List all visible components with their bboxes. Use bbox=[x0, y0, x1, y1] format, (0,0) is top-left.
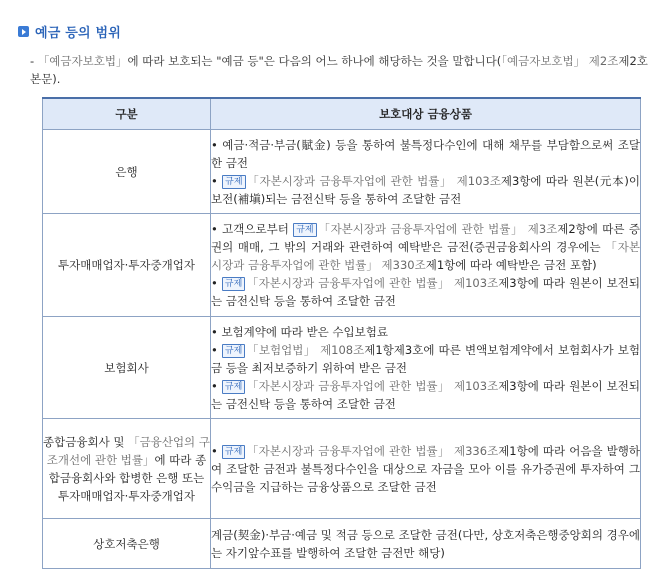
law-link[interactable]: 「보험업법」 제108조 bbox=[246, 342, 365, 357]
law-link[interactable]: 「자본시장과 금융투자업에 관한 법률」 제330조 bbox=[211, 240, 641, 272]
law-link[interactable]: 「자본시장과 금융투자업에 관한 법률」 제336조 bbox=[246, 443, 499, 458]
table-row bbox=[43, 419, 641, 519]
category-cell: 종합금융회사 및 「금융산업의 구조개선에 관한 법률」에 따라 종합금융회사와 합병한 은행 또는 투자매매업자·투자중개업자 bbox=[43, 419, 211, 519]
regulation-tag[interactable]: 규제 bbox=[222, 445, 245, 459]
list-item: • 규제 「자본시장과 금융투자업에 관한 법률」 제336조제1항에 따라 어음을 발행하여 조달한 금전과 불특정다수인을 대상으로 자금을 모아 이를 유가증권에 투자하여 그 수익금을 지급하는 금융상품으로 조달한 금전 bbox=[211, 442, 640, 496]
category-cell: 보험회사 bbox=[43, 317, 211, 419]
category-cell: 투자매매업자·투자중개업자 bbox=[43, 214, 211, 317]
law-link-article-2[interactable]: 「예금자보호법」 제2조 bbox=[501, 54, 619, 68]
law-link-deposit-protection-act[interactable]: 「예금자보호법」 bbox=[37, 54, 128, 68]
list-item: • 규제 「자본시장과 금융투자업에 관한 법률」 제103조제3항에 따라 원본이 보전되는 금전신탁 등을 통하여 조달한 금전 bbox=[211, 274, 640, 310]
header-category: 구분 bbox=[43, 98, 211, 130]
regulation-tag[interactable]: 규제 bbox=[222, 277, 245, 291]
regulation-tag[interactable]: 규제 bbox=[222, 380, 245, 394]
section-heading bbox=[18, 22, 121, 41]
law-link[interactable]: 「자본시장과 금융투자업에 관한 법률」 제103조 bbox=[246, 378, 499, 393]
list-item: • 규제 「자본시장과 금융투자업에 관한 법률」 제103조제3항에 따라 원본이 보전되는 금전신탁 등을 통하여 조달한 금전 bbox=[211, 377, 640, 413]
intro-text: 에 따라 보호되는 "예금 등"은 다음의 어느 하나에 해당하는 것을 말합니다( bbox=[127, 54, 502, 68]
table-row bbox=[43, 317, 641, 419]
intro-paragraph bbox=[30, 52, 656, 88]
category-cell: 상호저축은행 bbox=[43, 519, 211, 569]
list-item: • 규제 「보험업법」 제108조제1항제3호에 따른 변액보험계약에서 보험회사가 보험금 등을 최저보증하기 위하여 받은 금전 bbox=[211, 341, 640, 377]
header-products: 보호대상 금융상품 bbox=[211, 98, 641, 130]
list-item: • 예금·적금·부금(賦金) 등을 통하여 불특정다수인에 대해 채무를 부담함으로써 조달한 금전 bbox=[211, 136, 640, 172]
play-arrow-icon bbox=[18, 26, 29, 37]
intro-text-end: 제2호 본문). bbox=[30, 54, 648, 86]
products-cell: 계금(契金)·부금·예금 및 적금 등으로 조달한 금전(다만, 상호저축은행중앙회의 경우에는 자기앞수표를 발행하여 조달한 금전만 해당) bbox=[211, 519, 641, 569]
regulation-tag[interactable]: 규제 bbox=[222, 344, 245, 358]
law-link[interactable]: 「금융산업의 구조개선에 관한 법률」 bbox=[46, 434, 210, 467]
law-link[interactable]: 「자본시장과 금융투자업에 관한 법률」 제103조 bbox=[246, 173, 501, 188]
regulation-tag[interactable]: 규제 bbox=[222, 175, 245, 189]
law-link[interactable]: 「자본시장과 금융투자업에 관한 법률」 제3조 bbox=[317, 222, 558, 236]
protected-products-table bbox=[42, 97, 641, 569]
intro-dash: - bbox=[30, 54, 38, 68]
list-item: • 보험계약에 따라 받은 수입보험료 bbox=[211, 323, 640, 341]
products-cell bbox=[211, 214, 641, 317]
regulation-tag[interactable]: 규제 bbox=[293, 223, 316, 237]
products-cell bbox=[211, 317, 641, 419]
products-cell bbox=[211, 130, 641, 214]
table-row bbox=[43, 130, 641, 214]
list-item: • 고객으로부터 규제 「자본시장과 금융투자업에 관한 법률」 제3조제2항에 따른 증권의 매매, 그 밖의 거래와 관련하여 예탁받은 금전(증권금융회사의 경우에는 「자본시장과 금융투자업에 관한 법률」 제330조제1항에 따라 예탁받은 금전 포함) bbox=[211, 220, 640, 274]
law-link[interactable]: 「자본시장과 금융투자업에 관한 법률」 제103조 bbox=[246, 276, 499, 290]
section-title: 예금 등의 범위 bbox=[35, 26, 121, 41]
table-row bbox=[43, 214, 641, 317]
list-item: • 규제 「자본시장과 금융투자업에 관한 법률」 제103조제3항에 따라 원본(元本)이 보전(補塡)되는 금전신탁 등을 통하여 조달한 금전 bbox=[211, 172, 640, 208]
table-header-row bbox=[43, 98, 641, 130]
products-cell bbox=[211, 419, 641, 519]
category-cell: 은행 bbox=[43, 130, 211, 214]
table-row bbox=[43, 519, 641, 569]
